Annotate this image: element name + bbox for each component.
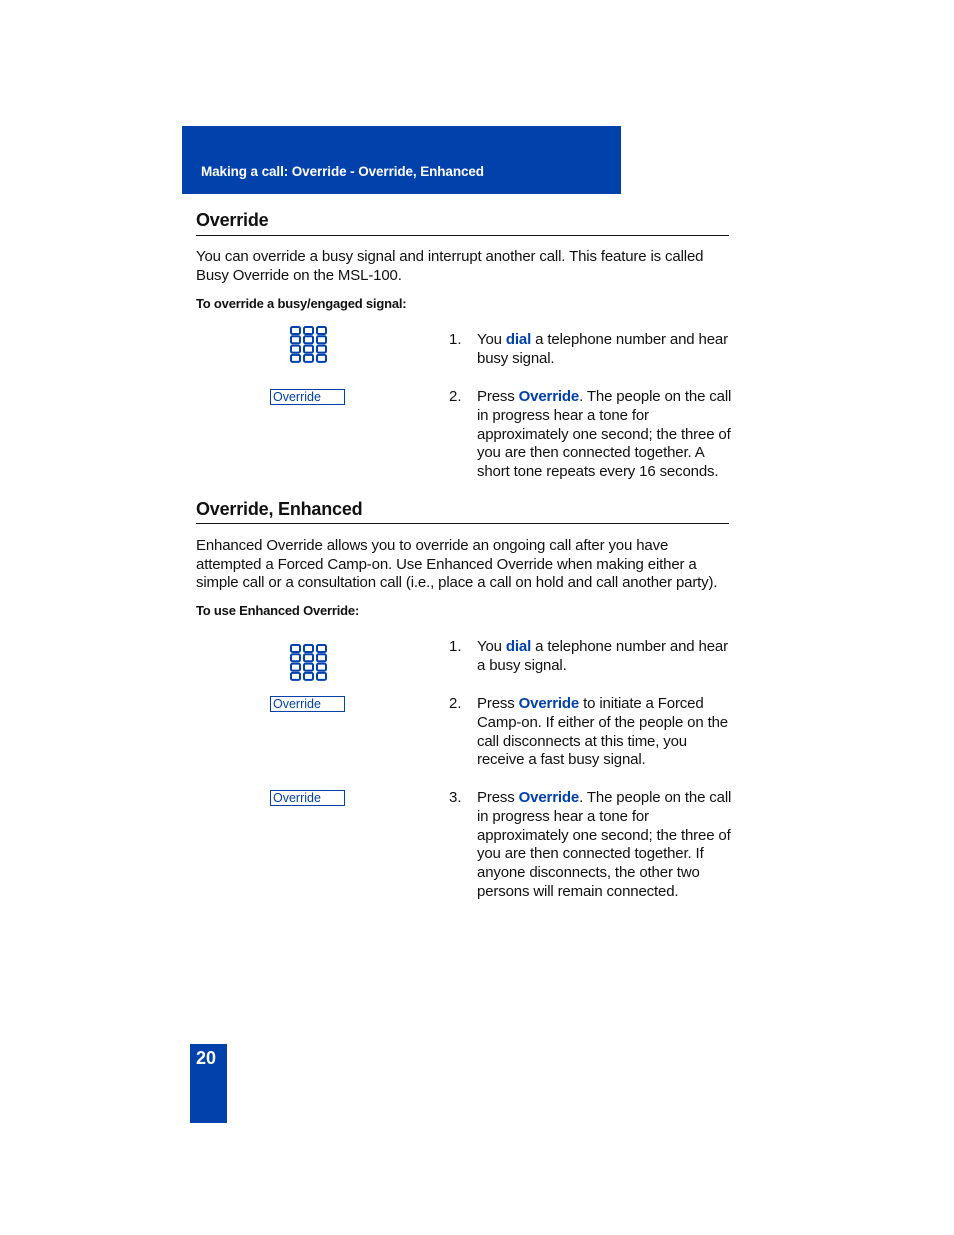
dialpad-icon — [290, 644, 328, 682]
override-keyword: Override — [518, 695, 580, 712]
override-keyword: Override — [518, 388, 580, 405]
override-procedure-title: To override a busy/engaged signal: — [196, 296, 407, 311]
section-title-override-enhanced: Override, Enhanced — [196, 499, 363, 519]
step-number: 1. — [449, 638, 462, 655]
enhanced-procedure-title: To use Enhanced Override: — [196, 603, 360, 618]
dial-keyword: dial — [505, 638, 532, 655]
override-intro: You can override a busy signal and interrupt another call. This feature is called Busy Override on the MSL-100. — [196, 248, 704, 284]
dial-keyword: dial — [505, 331, 532, 348]
section-divider — [196, 523, 729, 524]
step-number: 1. — [449, 331, 462, 348]
enhanced-intro: Enhanced Override allows you to override an ongoing call after you have attempted a Forced Camp-on. Use Enhanced Override when making either a simple call or a consultation call (i.e., place a call on hold and call another party). — [196, 537, 718, 592]
override-keyword: Override — [518, 789, 580, 806]
header-bar — [182, 126, 621, 194]
step-number: 2. — [449, 388, 462, 405]
header-title: Making a call: Override - Override, Enhanced — [201, 164, 484, 179]
step-number: 2. — [449, 695, 462, 712]
section-divider — [196, 235, 729, 236]
enhanced-step-1: You dial a telephone number and hear a busy signal. — [477, 638, 728, 674]
dialpad-icon — [290, 326, 328, 364]
override-softkey[interactable]: Override — [270, 696, 345, 712]
page-number-tab — [190, 1044, 227, 1123]
override-step-2: Press Override. The people on the call in progress hear a tone for approximately one second; the three of you are then connected together. A short tone repeats every 16 seconds. — [477, 388, 732, 481]
override-softkey[interactable]: Override — [270, 790, 345, 806]
section-title-override: Override — [196, 210, 269, 230]
enhanced-step-3: Press Override. The people on the call in progress hear a tone for approximately one second; the three of you are then connected together. If anyone disconnects, the other two persons will remain connected. — [477, 789, 732, 900]
enhanced-step-2: Press Override to initiate a Forced Camp-on. If either of the people on the call disconnects at this time, you receive a fast busy signal. — [477, 695, 728, 769]
page-number: 20 — [196, 1048, 217, 1068]
step-number: 3. — [449, 789, 462, 806]
override-softkey[interactable]: Override — [270, 389, 345, 405]
override-step-1: You dial a telephone number and hear busy signal. — [477, 331, 728, 367]
